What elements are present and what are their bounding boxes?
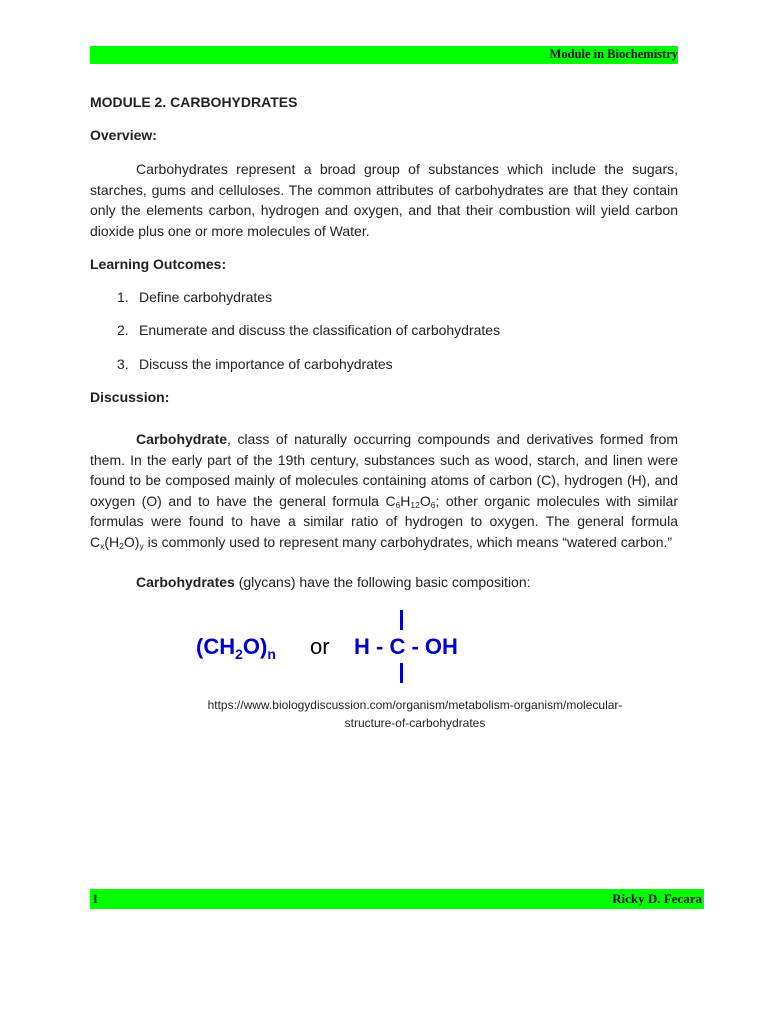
term-carbohydrate: Carbohydrate	[136, 431, 228, 447]
citation-line-1: https://www.biologydiscussion.com/organism/metabolism-organism/molecular-	[207, 698, 623, 712]
outcome-number: 2.	[117, 322, 129, 338]
discussion-paragraph-2: Carbohydrates (glycans) have the following basic composition:	[136, 574, 531, 590]
overview-heading: Overview:	[90, 127, 157, 143]
page-number: 1	[92, 891, 99, 906]
header-bar	[90, 46, 678, 64]
discussion-paragraph-1: Carbohydrate, class of naturally occurring compounds and derivatives formed from them. In the early part of the 19th century, substances such as wood, starch, and linen were found to be composed mainly of molecules containing atoms of carbon (C), hydrogen (H), and oxygen (O) and to have the general formula $C_6H_{12}O_6$; other organic molecules with similar formulas were found to have a similar ratio of hydrogen to oxygen. The general formula $C_x(H_2O)_y$ is commonly used to represent many carbohydrates, which means “watered carbon.”	[90, 431, 679, 551]
formula-h-c-oh: H - C - OH	[354, 634, 458, 659]
outcome-number: 3.	[117, 356, 129, 372]
citation-line-2: structure-of-carbohydrates	[344, 716, 486, 730]
footer-bar	[90, 889, 704, 909]
source-citation	[150, 696, 680, 732]
bond-line-top	[400, 610, 403, 630]
outcome-number: 1.	[117, 289, 129, 305]
module-label: Module in Biochemistry	[549, 47, 678, 61]
outcome-text: Discuss the importance of carbohydrates	[139, 356, 393, 372]
author-name: Ricky D. Fecara	[612, 891, 702, 906]
module-title: MODULE 2. CARBOHYDRATES	[90, 94, 298, 110]
outcome-item-1	[117, 289, 273, 305]
formula-ch2o-n: $(CH_2O)_n$	[196, 634, 276, 662]
formula-or: or	[310, 634, 330, 659]
outcome-item-2	[117, 322, 501, 338]
outcome-item-3	[117, 356, 393, 372]
outcome-text: Enumerate and discuss the classification of carbohydrates	[139, 322, 501, 338]
overview-paragraph: Carbohydrates represent a broad group of substances which include the sugars, starches, gums and celluloses. The common attributes of carbohydrates are that they contain only the elements carbon, hydrogen and oxygen, and that their combustion will yield carbon dioxide plus one or more molecules of Water.	[90, 161, 678, 239]
discussion-heading: Discussion:	[90, 389, 170, 405]
learning-outcomes-heading: Learning Outcomes:	[90, 256, 227, 272]
bond-line-bottom	[400, 663, 403, 683]
term-carbohydrates: Carbohydrates	[136, 574, 235, 590]
outcome-text: Define carbohydrates	[139, 289, 273, 305]
